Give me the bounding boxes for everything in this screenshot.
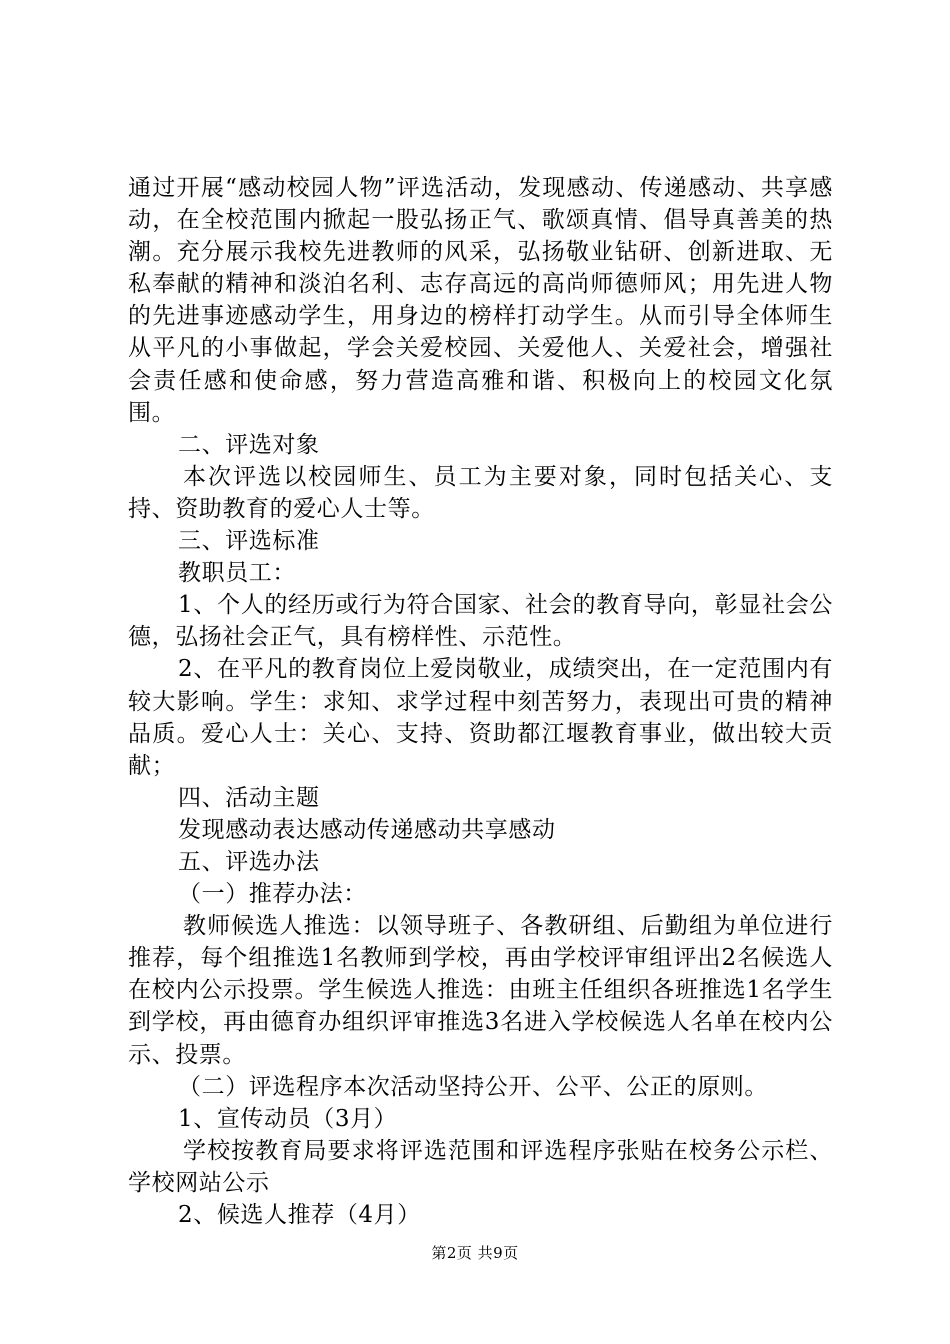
heading-activity-theme: 四、活动主题: [178, 784, 320, 811]
criteria-item-2: 2、在平凡的教育岗位上爱岗敬业，成绩突出，在一定范围内有较大影响。学生：求知、求学过程中刻苦努力，表现出可贵的精神品质。爱心人士：关心、支持、资助都江堰教育事业，做出较大贡献；: [128, 656, 833, 779]
paragraph-activity-theme: 发现感动表达感动传递感动共享感动: [178, 816, 556, 843]
page-number-footer: 第2页 共9页: [431, 1244, 519, 1262]
subheading-recommendation: （一）推荐办法：: [178, 881, 367, 908]
subheading-procedure: （二）评选程序本次活动坚持公开、公平、公正的原则。: [178, 1073, 768, 1100]
paragraph-recommendation: 教师候选人推选：以领导班子、各教研组、后勤组为单位进行推荐，每个组推选1名教师到学校，再由学校评审组评出2名候选人在校内公示投票。学生候选人推选：由班主任组织各班推选1名学生到学校，再由德育办组织评审推选3名进入学校候选人名单在校内公示、投票。: [128, 913, 833, 1068]
label-staff: 教职员工：: [178, 560, 296, 587]
paragraph-selection-target: 本次评选以校园师生、员工为主要对象，同时包括关心、支持、资助教育的爱心人士等。: [128, 463, 833, 522]
heading-selection-criteria: 三、评选标准: [178, 528, 320, 555]
criteria-item-1: 1、个人的经历或行为符合国家、社会的教育导向，彰显社会公德，弘扬社会正气，具有榜样性、示范性。: [128, 592, 833, 651]
paragraph-purpose: 通过开展“感动校园人物”评选活动，发现感动、传递感动、共享感动，在全校范围内掀起一股弘扬正气、歌颂真情、倡导真善美的热潮。充分展示我校先进教师的风采，弘扬敬业钻研、创新进取、无私奉献的精神和淡泊名利、志存高远的高尚师德师风；用先进人物的先进事迹感动学生，用身边的榜样打动学生。从而引导全体师生从平凡的小事做起，学会关爱校园、关爱他人、关爱社会，增强社会责任感和使命感，努力营造高雅和谐、积极向上的校园文化氛围。: [128, 175, 833, 426]
paragraph-publicity: 学校按教育局要求将评选范围和评选程序张贴在校务公示栏、学校网站公示: [128, 1137, 833, 1196]
document-body: [128, 172, 833, 1231]
step-publicity: 1、宣传动员（3月）: [178, 1105, 398, 1132]
heading-selection-method: 五、评选办法: [178, 848, 320, 875]
step-candidate-recommendation: 2、候选人推荐（4月）: [178, 1202, 421, 1228]
heading-selection-target: 二、评选对象: [178, 431, 320, 458]
